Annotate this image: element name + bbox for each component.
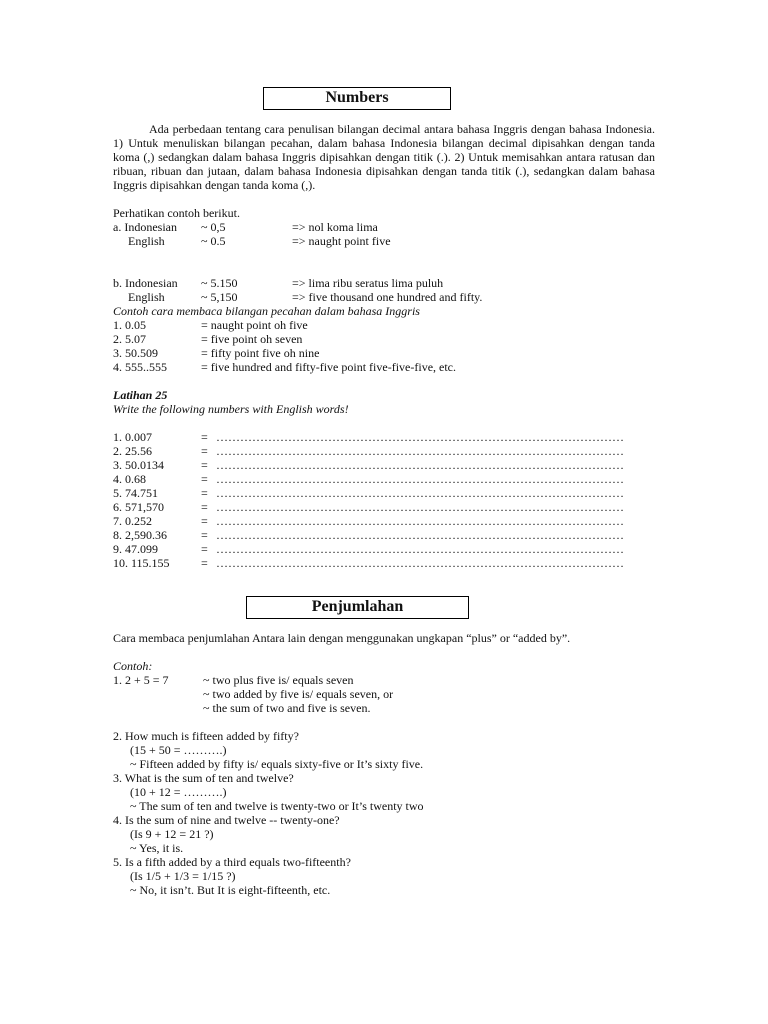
answer-blank[interactable]: ………………………………………………………………………………………… [216, 556, 624, 570]
question-equation: (Is 9 + 12 = 21 ?) [130, 827, 214, 841]
question-equation: (15 + 50 = ……….) [130, 743, 227, 757]
latihan-eq: = [201, 472, 208, 486]
perhatikan-text: Perhatikan contoh berikut. [113, 206, 240, 220]
question: 3. What is the sum of ten and twelve? [113, 771, 294, 785]
sum-example-line: ~ two plus five is/ equals seven [203, 673, 354, 687]
example-b-value-1: ~ 5.150 [201, 276, 238, 290]
question-answer: ~ Yes, it is. [130, 841, 184, 855]
example-a-label-2: English [128, 234, 165, 248]
contoh-text: = naught point oh five [201, 318, 308, 332]
latihan-num: 1. 0.007 [113, 430, 152, 444]
example-b-result-1: => lima ribu seratus lima puluh [292, 276, 444, 290]
answer-blank[interactable]: ………………………………………………………………………………………… [216, 528, 624, 542]
answer-blank[interactable]: ………………………………………………………………………………………… [216, 542, 624, 556]
penjumlahan-intro: Cara membaca penjumlahan Antara lain dengan menggunakan ungkapan “plus” or “added by”. [113, 631, 571, 645]
answer-blank[interactable]: ………………………………………………………………………………………… [216, 458, 624, 472]
question-equation: (10 + 12 = ……….) [130, 785, 227, 799]
example-a-label-1: a. Indonesian [113, 220, 177, 234]
question: 5. Is a fifth added by a third equals two-fifteenth? [113, 855, 351, 869]
answer-blank[interactable]: ………………………………………………………………………………………… [216, 472, 624, 486]
sum-example-line: ~ two added by five is/ equals seven, or [203, 687, 394, 701]
answer-blank[interactable]: ………………………………………………………………………………………… [216, 500, 624, 514]
contoh-num: 2. 5.07 [113, 332, 146, 346]
latihan-eq: = [201, 444, 208, 458]
latihan-eq: = [201, 528, 208, 542]
latihan-num: 4. 0.68 [113, 472, 146, 486]
intro-paragraph: Ada perbedaan tentang cara penulisan bilangan decimal antara bahasa Inggris dengan bahasa Indonesia. 1) Untuk menuliskan bilangan pecahan, dalam bahasa Indonesia bilangan decimal dipisahkan dengan tanda koma (,) sedangkan dalam bahasa Inggris dipisahkan dengan titik (.). 2) Untuk memisahkan antara ratusan dan ribuan, ribuan dan jutaan, dalam bahasa Indonesia dipisahkan dengan tanda titik (.), sedangkan dalam bahasa Inggris dipisahkan dengan tanda koma (,). [113, 122, 655, 192]
latihan-num: 5. 74.751 [113, 486, 158, 500]
example-a-value-1: ~ 0,5 [201, 220, 226, 234]
latihan-eq: = [201, 430, 208, 444]
question: 2. How much is fifteen added by fifty? [113, 729, 299, 743]
latihan-title: Latihan 25 [113, 388, 168, 402]
sum-example-line: ~ the sum of two and five is seven. [203, 701, 371, 715]
latihan-num: 9. 47.099 [113, 542, 158, 556]
latihan-num: 10. 115.155 [113, 556, 170, 570]
latihan-num: 6. 571,570 [113, 500, 164, 514]
latihan-instruction: Write the following numbers with English words! [113, 402, 349, 416]
example-b-label-2: English [128, 290, 165, 304]
answer-blank[interactable]: ………………………………………………………………………………………… [216, 514, 624, 528]
example-a-result-1: => nol koma lima [292, 220, 378, 234]
latihan-num: 3. 50.0134 [113, 458, 164, 472]
contoh-text: = fifty point five oh nine [201, 346, 320, 360]
contoh-num: 3. 50.509 [113, 346, 158, 360]
example-a-value-2: ~ 0.5 [201, 234, 226, 248]
question-answer: ~ The sum of ten and twelve is twenty-two or It’s twenty two [130, 799, 424, 813]
latihan-num: 7. 0.252 [113, 514, 152, 528]
contoh-heading: Contoh cara membaca bilangan pecahan dalam bahasa Inggris [113, 304, 420, 318]
latihan-eq: = [201, 500, 208, 514]
penjumlahan-title: Penjumlahan [246, 596, 469, 619]
contoh-label: Contoh: [113, 659, 153, 673]
example-b-value-2: ~ 5,150 [201, 290, 238, 304]
example-b-result-2: => five thousand one hundred and fifty. [292, 290, 483, 304]
latihan-eq: = [201, 514, 208, 528]
question-answer: ~ No, it isn’t. But It is eight-fifteenth, etc. [130, 883, 331, 897]
latihan-eq: = [201, 542, 208, 556]
latihan-eq: = [201, 458, 208, 472]
example-a-result-2: => naught point five [292, 234, 391, 248]
latihan-num: 8. 2,590.36 [113, 528, 167, 542]
latihan-eq: = [201, 486, 208, 500]
numbers-title: Numbers [263, 87, 451, 110]
question-equation: (Is 1/5 + 1/3 = 1/15 ?) [130, 869, 236, 883]
contoh-text: = five point oh seven [201, 332, 303, 346]
latihan-num: 2. 25.56 [113, 444, 152, 458]
contoh-num: 4. 555..555 [113, 360, 167, 374]
contoh-num: 1. 0.05 [113, 318, 146, 332]
contoh-text: = five hundred and fifty-five point five-five-five, etc. [201, 360, 456, 374]
answer-blank[interactable]: ………………………………………………………………………………………… [216, 486, 624, 500]
question: 4. Is the sum of nine and twelve -- twenty-one? [113, 813, 340, 827]
sum-example-num: 1. 2 + 5 = 7 [113, 673, 169, 687]
answer-blank[interactable]: ………………………………………………………………………………………… [216, 430, 624, 444]
latihan-eq: = [201, 556, 208, 570]
example-b-label-1: b. Indonesian [113, 276, 178, 290]
question-answer: ~ Fifteen added by fifty is/ equals sixty-five or It’s sixty five. [130, 757, 424, 771]
answer-blank[interactable]: ………………………………………………………………………………………… [216, 444, 624, 458]
